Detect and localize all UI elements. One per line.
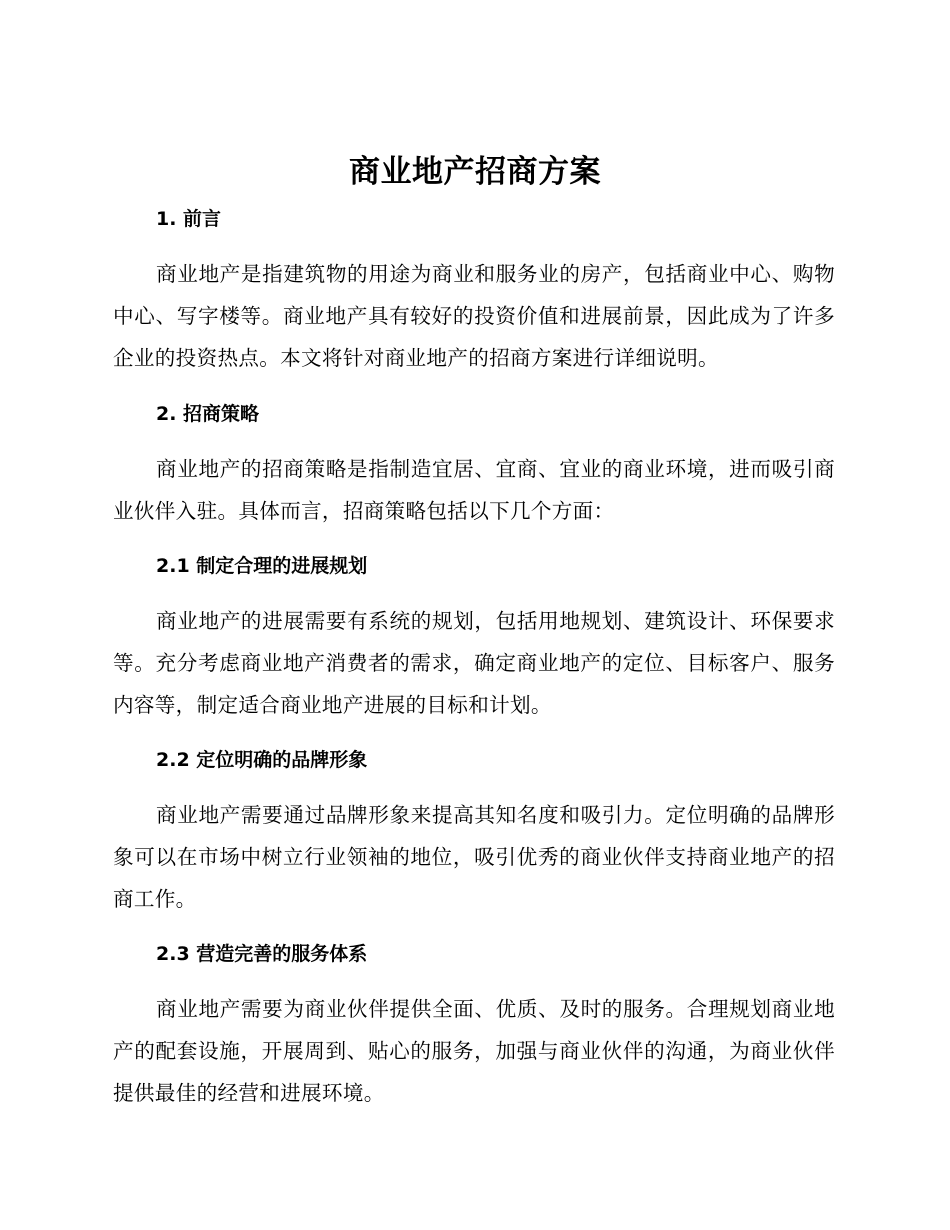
section-heading-planning: 2.1 制定合理的进展规划 [156, 555, 368, 577]
section-heading-branding: 2.2 定位明确的品牌形象 [156, 749, 368, 771]
section-heading-preface: 1. 前言 [156, 208, 222, 230]
section-heading-strategy: 2. 招商策略 [156, 403, 260, 425]
section-body-branding: 商业地产需要通过品牌形象来提高其知名度和吸引力。定位明确的品牌形象可以在市场中树立行业领袖的地位，吸引优秀的商业伙伴支持商业地产的招商工作。 [113, 803, 835, 911]
section-body-service: 商业地产需要为商业伙伴提供全面、优质、及时的服务。合理规划商业地产的配套设施，开展周到、贴心的服务，加强与商业伙伴的沟通，为商业伙伴提供最佳的经营和进展环境。 [113, 997, 835, 1105]
section-body-planning: 商业地产的进展需要有系统的规划，包括用地规划、建筑设计、环保要求等。充分考虑商业地产消费者的需求，确定商业地产的定位、目标客户、服务内容等，制定适合商业地产进展的目标和计划。 [113, 609, 835, 717]
section-body-strategy: 商业地产的招商策略是指制造宜居、宜商、宜业的商业环境，进而吸引商业伙伴入驻。具体而言，招商策略包括以下几个方面： [113, 457, 835, 523]
document-title: 商业地产招商方案 [349, 154, 601, 190]
section-heading-service: 2.3 营造完善的服务体系 [156, 943, 368, 965]
section-body-preface: 商业地产是指建筑物的用途为商业和服务业的房产，包括商业中心、购物中心、写字楼等。商业地产具有较好的投资价值和进展前景，因此成为了许多企业的投资热点。本文将针对商业地产的招商方案进行详细说明。 [113, 262, 835, 370]
